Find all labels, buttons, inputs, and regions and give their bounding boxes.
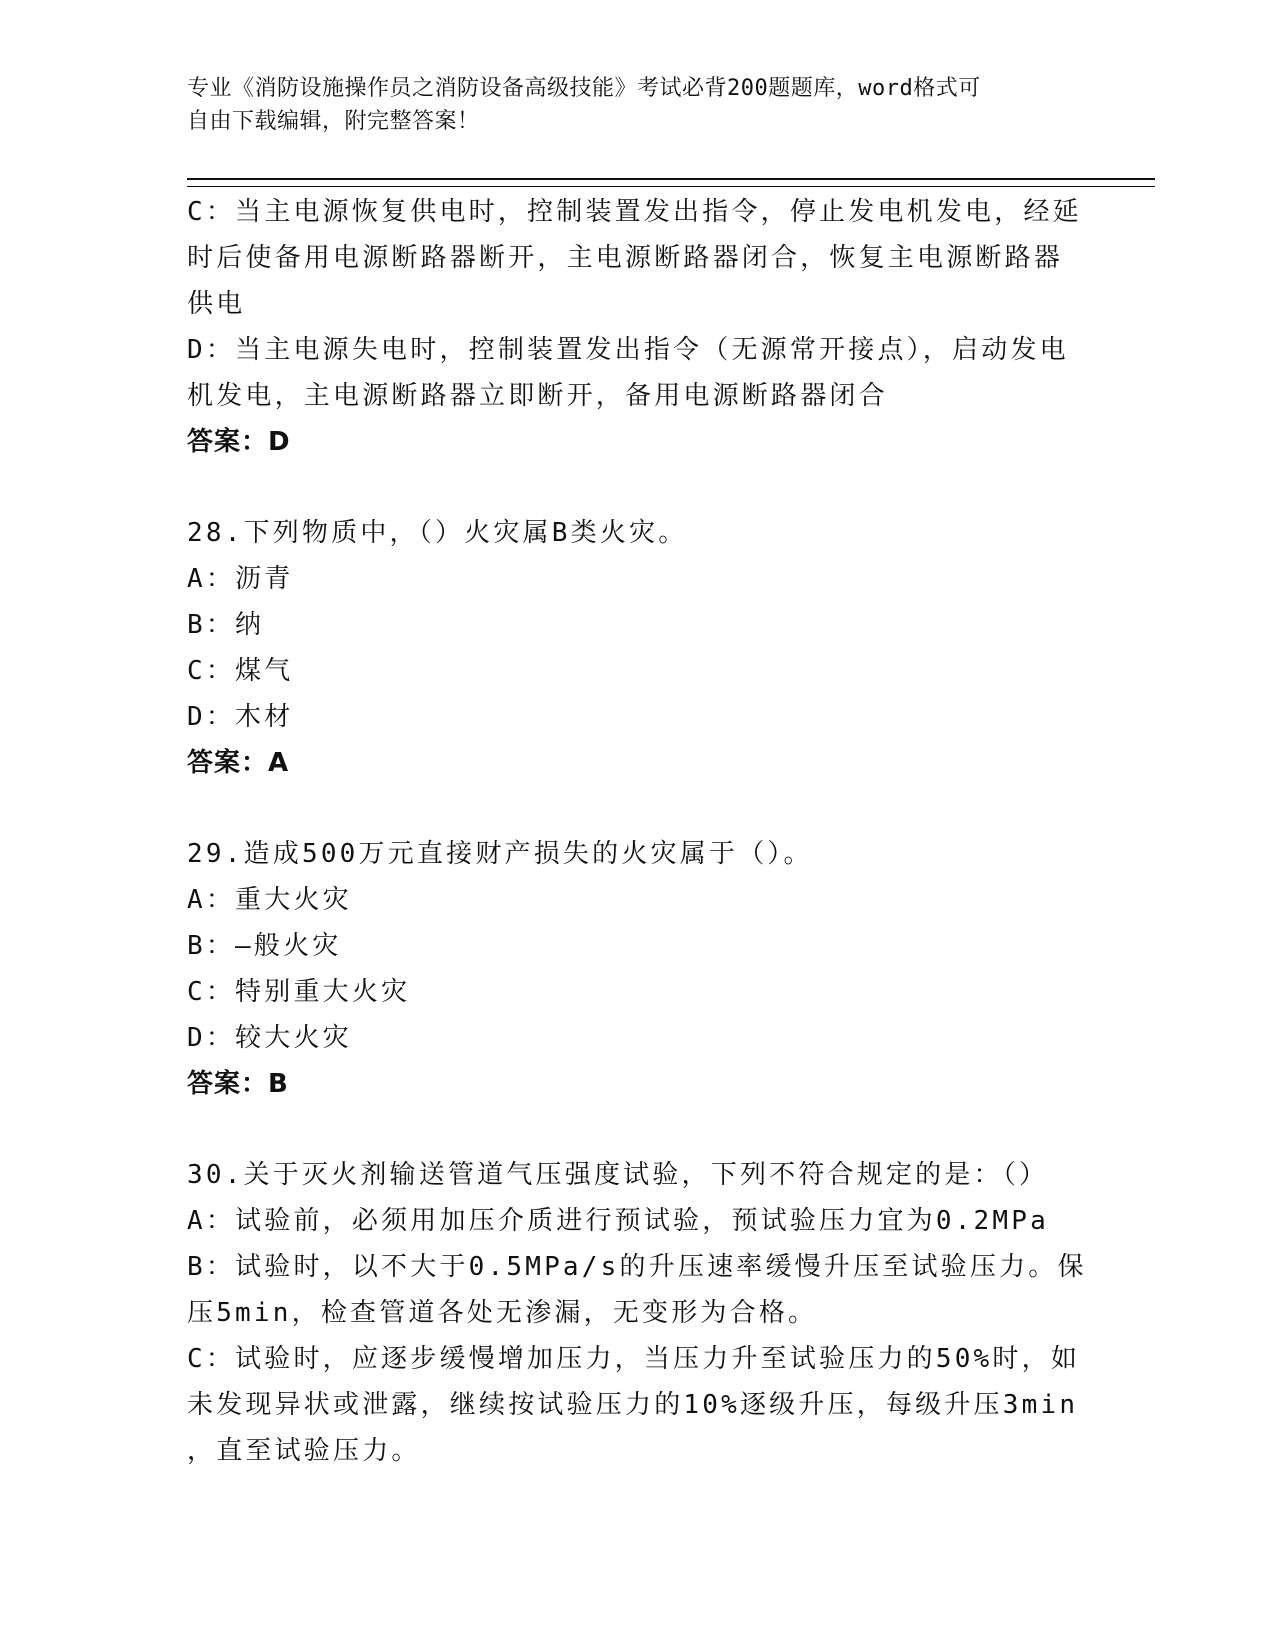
question-text: 28.下列物质中，（）火灾属B类火灾。: [187, 518, 688, 548]
page-header: [187, 72, 1067, 138]
question-gap: [187, 465, 1087, 510]
option-d-line: 机发电，主电源断路器立即断开，备用电源断路器闭合: [187, 381, 888, 411]
question-text: 29.造成500万元直接财产损失的火灾属于（）。: [187, 839, 813, 869]
header-line-1: 专业《消防设施操作员之消防设备高级技能》考试必背200题题库，word格式可: [187, 76, 981, 101]
answer-line: 答案：D: [187, 427, 291, 457]
header-divider: [187, 178, 1155, 187]
option-c-line: 未发现异状或泄露，继续按试验压力的10%逐级升压，每级升压3min: [187, 1390, 1079, 1420]
option-c: C：特别重大火灾: [187, 977, 411, 1007]
option-c-line: 供电: [187, 289, 246, 319]
question-gap: [187, 1107, 1087, 1152]
option-c-line: ，直至试验压力。: [187, 1436, 421, 1466]
carryover-question: [187, 189, 1087, 465]
option-b-line: 压5min，检查管道各处无渗漏，无变形为合格。: [187, 1298, 818, 1328]
option-b: B：纳: [187, 610, 265, 640]
option-b-line: B：试验时，以不大于0.5MPa/s的升压速率缓慢升压至试验压力。保: [187, 1252, 1087, 1282]
option-a: A：试验前，必须用加压介质进行预试验，预试验压力宜为0.2MPa: [187, 1206, 1049, 1236]
option-c-line: C：试验时，应逐步缓慢增加压力，当压力升至试验压力的50%时，如: [187, 1344, 1081, 1374]
question-text: 30.关于灭火剂输送管道气压强度试验，下列不符合规定的是：（）: [187, 1160, 1049, 1190]
option-a: A：重大火灾: [187, 885, 352, 915]
option-c-line: C：当主电源恢复供电时，控制装置发出指令，停止发电机发电，经延: [187, 197, 1082, 227]
option-d-line: D：当主电源失电时，控制装置发出指令（无源常开接点），启动发电: [187, 335, 1069, 365]
option-c-line: 时后使备用电源断路器断开，主电源断路器闭合，恢复主电源断路器: [187, 243, 1064, 273]
question-29: [187, 831, 1087, 1107]
question-gap: [187, 786, 1087, 831]
option-b: B：—般火灾: [187, 931, 342, 961]
option-d: D：较大火灾: [187, 1023, 352, 1053]
question-28: [187, 510, 1087, 786]
answer-line: 答案：A: [187, 748, 290, 778]
option-a: A：沥青: [187, 564, 294, 594]
option-c: C：煤气: [187, 656, 294, 686]
option-d: D：木材: [187, 702, 294, 732]
answer-line: 答案：B: [187, 1069, 289, 1099]
question-30: [187, 1152, 1087, 1474]
header-line-2: 自由下载编辑，附完整答案！: [187, 109, 480, 134]
question-content: [187, 189, 1087, 1474]
